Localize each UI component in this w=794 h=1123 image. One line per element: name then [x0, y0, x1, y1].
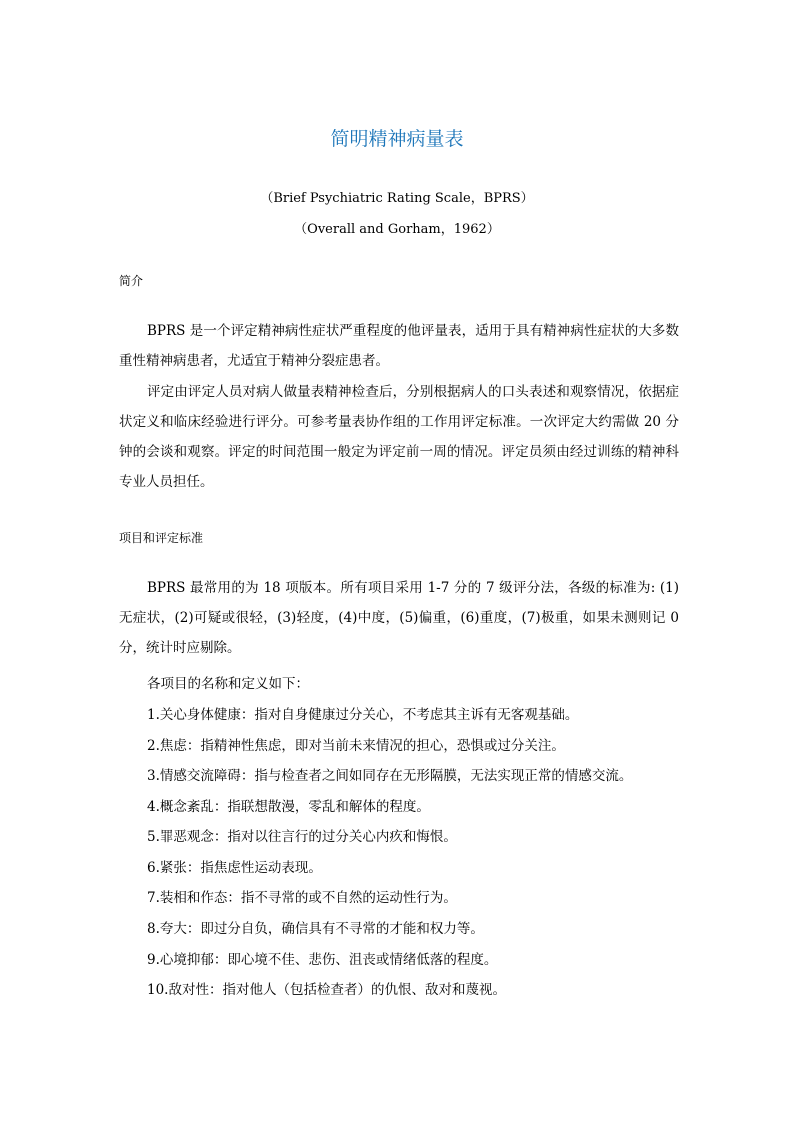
section-heading-items: 项目和评定标准 — [119, 531, 204, 545]
list-item: 5.罪恶观念：指对以往言行的过分关心内疚和悔恨。 — [147, 829, 457, 845]
page-title: 简明精神病量表 — [330, 128, 464, 150]
list-item: 7.装相和作态：指不寻常的或不自然的运动性行为。 — [147, 890, 457, 906]
intro-paragraph: BPRS 是一个评定精神病性症状严重程度的他评量表，适用于具有精神病性症状的大多数重性精神病患者，尤适宜于精神分裂症患者。 — [119, 323, 679, 369]
list-item: 6.紧张：指焦虑性运动表现。 — [147, 860, 322, 876]
scoring-paragraph: BPRS 最常用的为 18 项版本。所有项目采用 1-7 分的 7 级评分法，各级的标准为: (1)无症状，(2)可疑或很轻，(3)轻度，(4)中度，(5)偏重，(6)重度，(7)极重，如果未测则记 0 分，统计时应剔除。 — [119, 580, 679, 656]
list-item: 2.焦虑：指精神性焦虑，即对当前未来情况的担心，恐惧或过分关注。 — [147, 738, 565, 754]
list-item: 8.夸大：即过分自负，确信具有不寻常的才能和权力等。 — [147, 921, 484, 937]
list-item: 4.概念紊乱：指联想散漫，零乱和解体的程度。 — [147, 799, 430, 815]
evaluation-paragraph: 评定由评定人员对病人做量表精神检查后，分别根据病人的口头表述和观察情况，依据症状定义和临床经验进行评分。可参考量表协作组的工作用评定标准。一次评定大约需做 20 分钟的会谈和观察。评定的时间范围一般定为评定前一周的情况。评定员须由经过训练的精神科专业人员担任。 — [119, 384, 679, 490]
list-item: 1.关心身体健康：指对自身健康过分关心，不考虑其主诉有无客观基础。 — [147, 707, 579, 723]
scale-authors: （Overall and Gorham，1962） — [294, 222, 500, 237]
scale-english-name: （Brief Psychiatric Rating Scale，BPRS） — [260, 191, 534, 206]
list-item: 9.心境抑郁：即心境不佳、悲伤、沮丧或情绪低落的程度。 — [147, 952, 498, 968]
list-item: 10.敌对性：指对他人（包括检查者）的仇恨、敌对和蔑视。 — [147, 982, 506, 998]
item-list-intro: 各项目的名称和定义如下： — [147, 676, 309, 692]
section-heading-intro: 简介 — [119, 274, 144, 288]
list-item: 3.情感交流障碍：指与检查者之间如同存在无形隔膜，无法实现正常的情感交流。 — [147, 768, 633, 784]
